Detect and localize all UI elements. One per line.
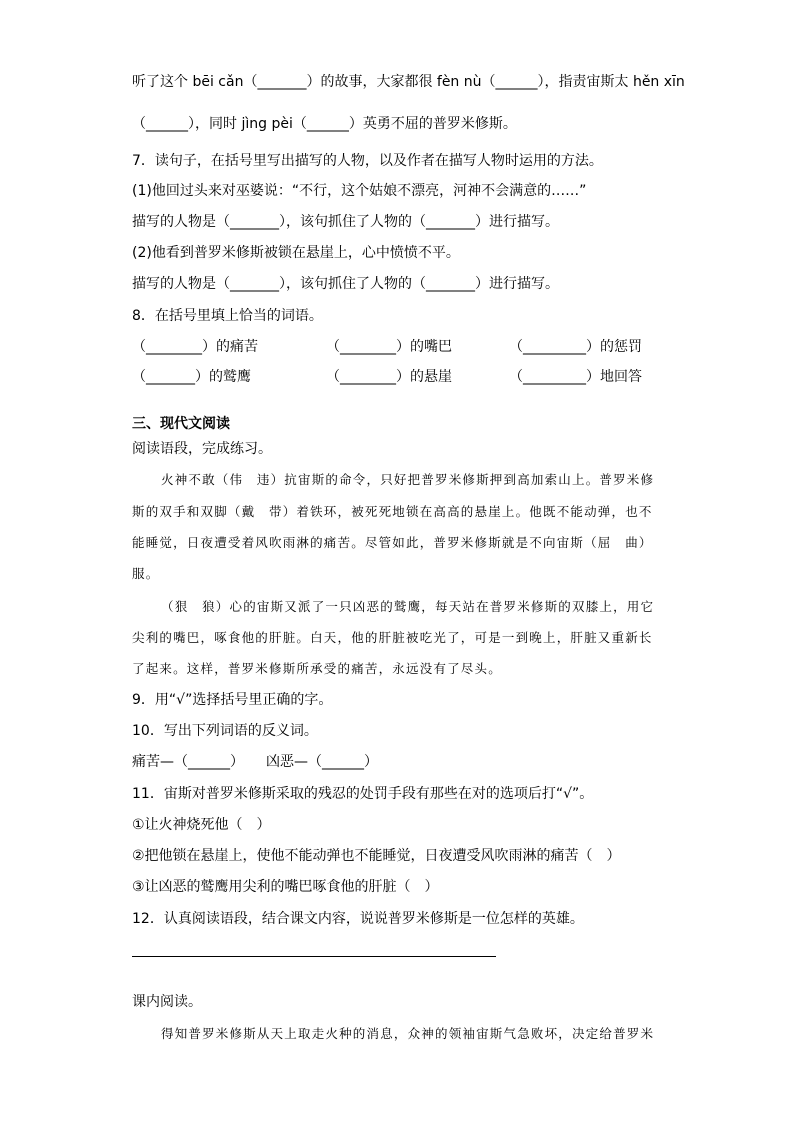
passage-line: 斯的双手和双脚（戴 带）着铁环，被死死地锁在高高的悬崖上。他既不能动弹，也不 — [132, 504, 653, 519]
q11-option-1: ①让火神烧死他（ ） — [132, 817, 271, 833]
q10-pair-1: 痛苦—（______） — [132, 754, 244, 770]
q6-line-2: （______），同时 jìng pèi（______）英勇不屈的普罗米修斯。 — [132, 116, 517, 132]
q6-line-1: 听了这个 bēi cǎn（_______）的故事，大家都很 fèn nù（______），指责宙斯太 hěn xīn — [132, 74, 685, 90]
q8-stem: 8．在括号里填上恰当的词语。 — [132, 308, 323, 324]
q8-item: （_________）的惩罚 — [509, 339, 642, 355]
q8-item: （________）的嘴巴 — [326, 339, 452, 355]
q7-sentence-1: (1)他回过头来对巫婆说：“不行，这个姑娘不漂亮，河神不会满意的……” — [132, 183, 587, 199]
passage-line: 得知普罗米修斯从天上取走火种的消息，众神的领袖宙斯气急败坏，决定给普罗米 — [161, 1026, 655, 1041]
passage-line: 尖利的嘴巴，啄食他的肝脏。白天，他的肝脏被吃光了，可是一到晚上，肝脏又重新长 — [132, 630, 653, 645]
section-instruction: 阅读语段，完成练习。 — [132, 441, 272, 457]
passage-line: 服。 — [132, 566, 160, 581]
q9-stem: 9．用“√”选择括号里正确的字。 — [132, 692, 333, 708]
q11-option-3: ③让凶恶的鹫鹰用尖利的嘴巴啄食他的肝脏（ ） — [132, 879, 439, 895]
q8-item: （_________）地回答 — [509, 369, 642, 385]
q10-pair-2: 凶恶—（______） — [266, 754, 378, 770]
q8-item: （________）的悬崖 — [326, 369, 452, 385]
q7-stem: 7．读句子，在括号里写出描写的人物，以及作者在描写人物时运用的方法。 — [132, 153, 603, 169]
q7-answer-1: 描写的人物是（_______），该句抓住了人物的（_______）进行描写。 — [132, 214, 559, 230]
q8-item: （________）的痛苦 — [132, 339, 258, 355]
passage-line: 能睡觉，日夜遭受着风吹雨淋的痛苦。尽管如此，普罗米修斯就是不向宙斯（屈 曲） — [132, 535, 653, 550]
q11-stem: 11．宙斯对普罗米修斯采取的残忍的处罚手段有那些在对的选项后打“√”。 — [132, 786, 594, 802]
q10-stem: 10．写出下列词语的反义词。 — [132, 723, 318, 739]
section-title: 三、现代文阅读 — [132, 416, 230, 432]
passage-line: （狠 狼）心的宙斯又派了一只凶恶的鹫鹰，每天站在普罗米修斯的双膝上，用它 — [161, 599, 655, 614]
answer-line — [132, 956, 496, 957]
next-section-title: 课内阅读。 — [132, 994, 202, 1010]
q12-stem: 12．认真阅读语段，结合课文内容，说说普罗米修斯是一位怎样的英雄。 — [132, 911, 584, 927]
passage-line: 火神不敢（伟 违）抗宙斯的命令，只好把普罗米修斯押到高加索山上。普罗米修 — [161, 472, 655, 487]
q7-answer-2: 描写的人物是（_______），该句抓住了人物的（_______）进行描写。 — [132, 276, 559, 292]
passage-line: 了起来。这样，普罗米修斯所承受的痛苦，永远没有了尽头。 — [132, 661, 502, 676]
q7-sentence-2: (2)他看到普罗米修斯被锁在悬崖上，心中愤愤不平。 — [132, 245, 460, 261]
q11-option-2: ②把他锁在悬崖上，使他不能动弹也不能睡觉，日夜遭受风吹雨淋的痛苦（ ） — [132, 848, 621, 864]
q8-item: （_______）的鹫鹰 — [132, 369, 251, 385]
